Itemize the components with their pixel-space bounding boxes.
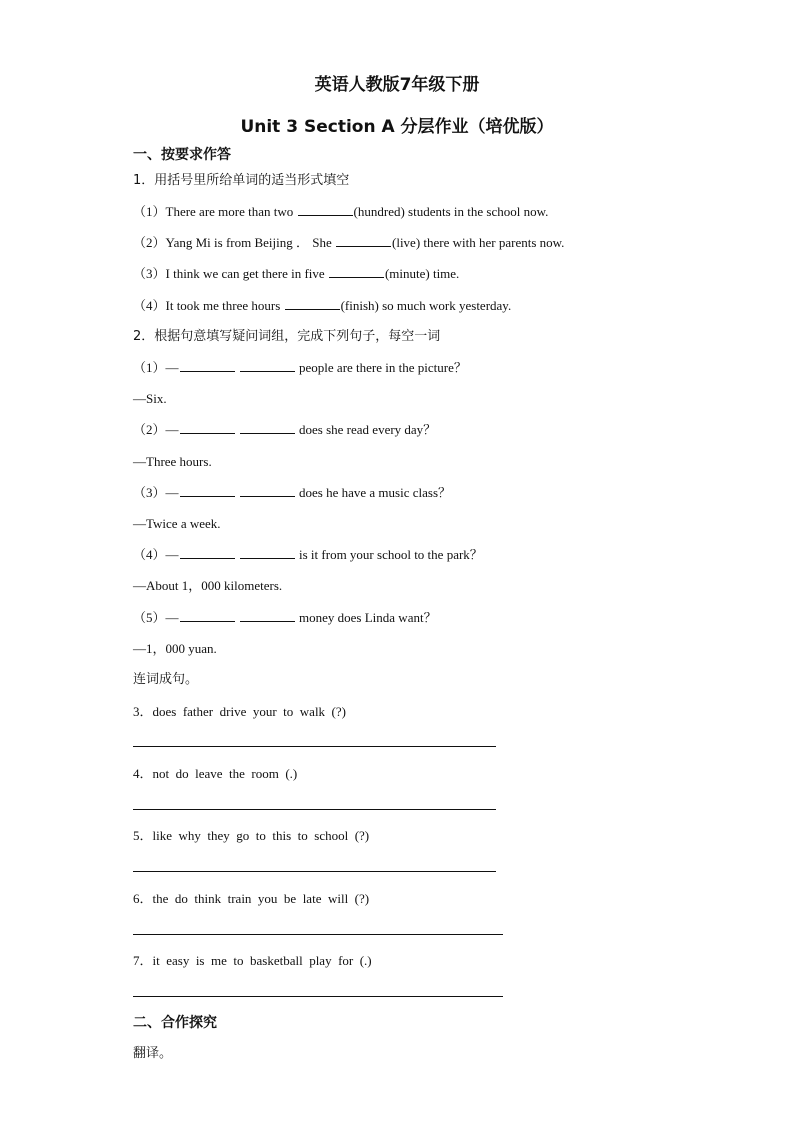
fill-blank[interactable] bbox=[180, 484, 235, 497]
fill-blank[interactable] bbox=[240, 609, 295, 622]
reorder-prompt: 7．it easy is me to basketball play for (.) bbox=[133, 953, 372, 968]
section2-instruction: 翻译。 bbox=[133, 1046, 173, 1061]
fill-blank[interactable] bbox=[336, 234, 391, 247]
fill-blank[interactable] bbox=[180, 609, 235, 622]
reorder-prompt: 5．like why they go to this to school (?) bbox=[133, 828, 370, 843]
fill-blank[interactable] bbox=[240, 484, 295, 497]
fill-blank[interactable] bbox=[180, 421, 235, 434]
part2-question: （3）— does he have a music class？ bbox=[133, 485, 451, 500]
answer-line[interactable] bbox=[133, 871, 496, 872]
fill-blank[interactable] bbox=[285, 297, 340, 310]
part2-answer: —About 1，000 kilometers. bbox=[133, 578, 283, 593]
fill-blank[interactable] bbox=[329, 265, 384, 278]
fill-blank[interactable] bbox=[180, 546, 235, 559]
part1-item: （4）It took me three hours (finish) so much work yesterday. bbox=[133, 298, 512, 313]
section1-heading: 一、按要求作答 bbox=[133, 147, 231, 163]
answer-line[interactable] bbox=[133, 809, 496, 810]
answer-line[interactable] bbox=[133, 934, 503, 935]
fill-blank[interactable] bbox=[240, 546, 295, 559]
part2-answer: —Twice a week. bbox=[133, 516, 221, 531]
answer-line[interactable] bbox=[133, 996, 503, 997]
reorder-prompt: 4．not do leave the room (.) bbox=[133, 766, 298, 781]
part2-question: （4）— is it from your school to the park？ bbox=[133, 547, 483, 562]
part1-item: （1）There are more than two (hundred) students in the school now. bbox=[133, 204, 549, 219]
answer-line[interactable] bbox=[133, 746, 496, 747]
reorder-prompt: 6．the do think train you be late will (?) bbox=[133, 891, 370, 906]
page-subtitle: Unit 3 Section A 分层作业（培优版） bbox=[240, 117, 554, 137]
reorder-prompt: 3．does father drive your to walk (?) bbox=[133, 704, 346, 719]
fill-blank[interactable] bbox=[240, 359, 295, 372]
fill-blank[interactable] bbox=[240, 421, 295, 434]
part2-answer: —Six. bbox=[133, 391, 167, 406]
part2-question: （2）— does she read every day？ bbox=[133, 422, 437, 437]
part1-item: （2）Yang Mi is from Beijing ． She (live) there with her parents now. bbox=[133, 235, 565, 250]
part2-answer: —Three hours. bbox=[133, 454, 212, 469]
part1-instruction: 1．用括号里所给单词的适当形式填空 bbox=[133, 173, 350, 188]
part1-item: （3）I think we can get there in five (minute) time. bbox=[133, 266, 460, 281]
fill-blank[interactable] bbox=[180, 359, 235, 372]
page-title: 英语人教版7年级下册 bbox=[314, 75, 480, 95]
part2-answer: —1，000 yuan. bbox=[133, 641, 217, 656]
fill-blank[interactable] bbox=[298, 203, 353, 216]
part3-instruction: 连词成句。 bbox=[133, 672, 199, 687]
part2-instruction: 2．根据句意填写疑问词组，完成下列句子，每空一词 bbox=[133, 329, 441, 344]
section2-heading: 二、合作探究 bbox=[133, 1015, 217, 1031]
part2-question: （1）— people are there in the picture？ bbox=[133, 360, 467, 375]
part2-question: （5）— money does Linda want？ bbox=[133, 610, 437, 625]
